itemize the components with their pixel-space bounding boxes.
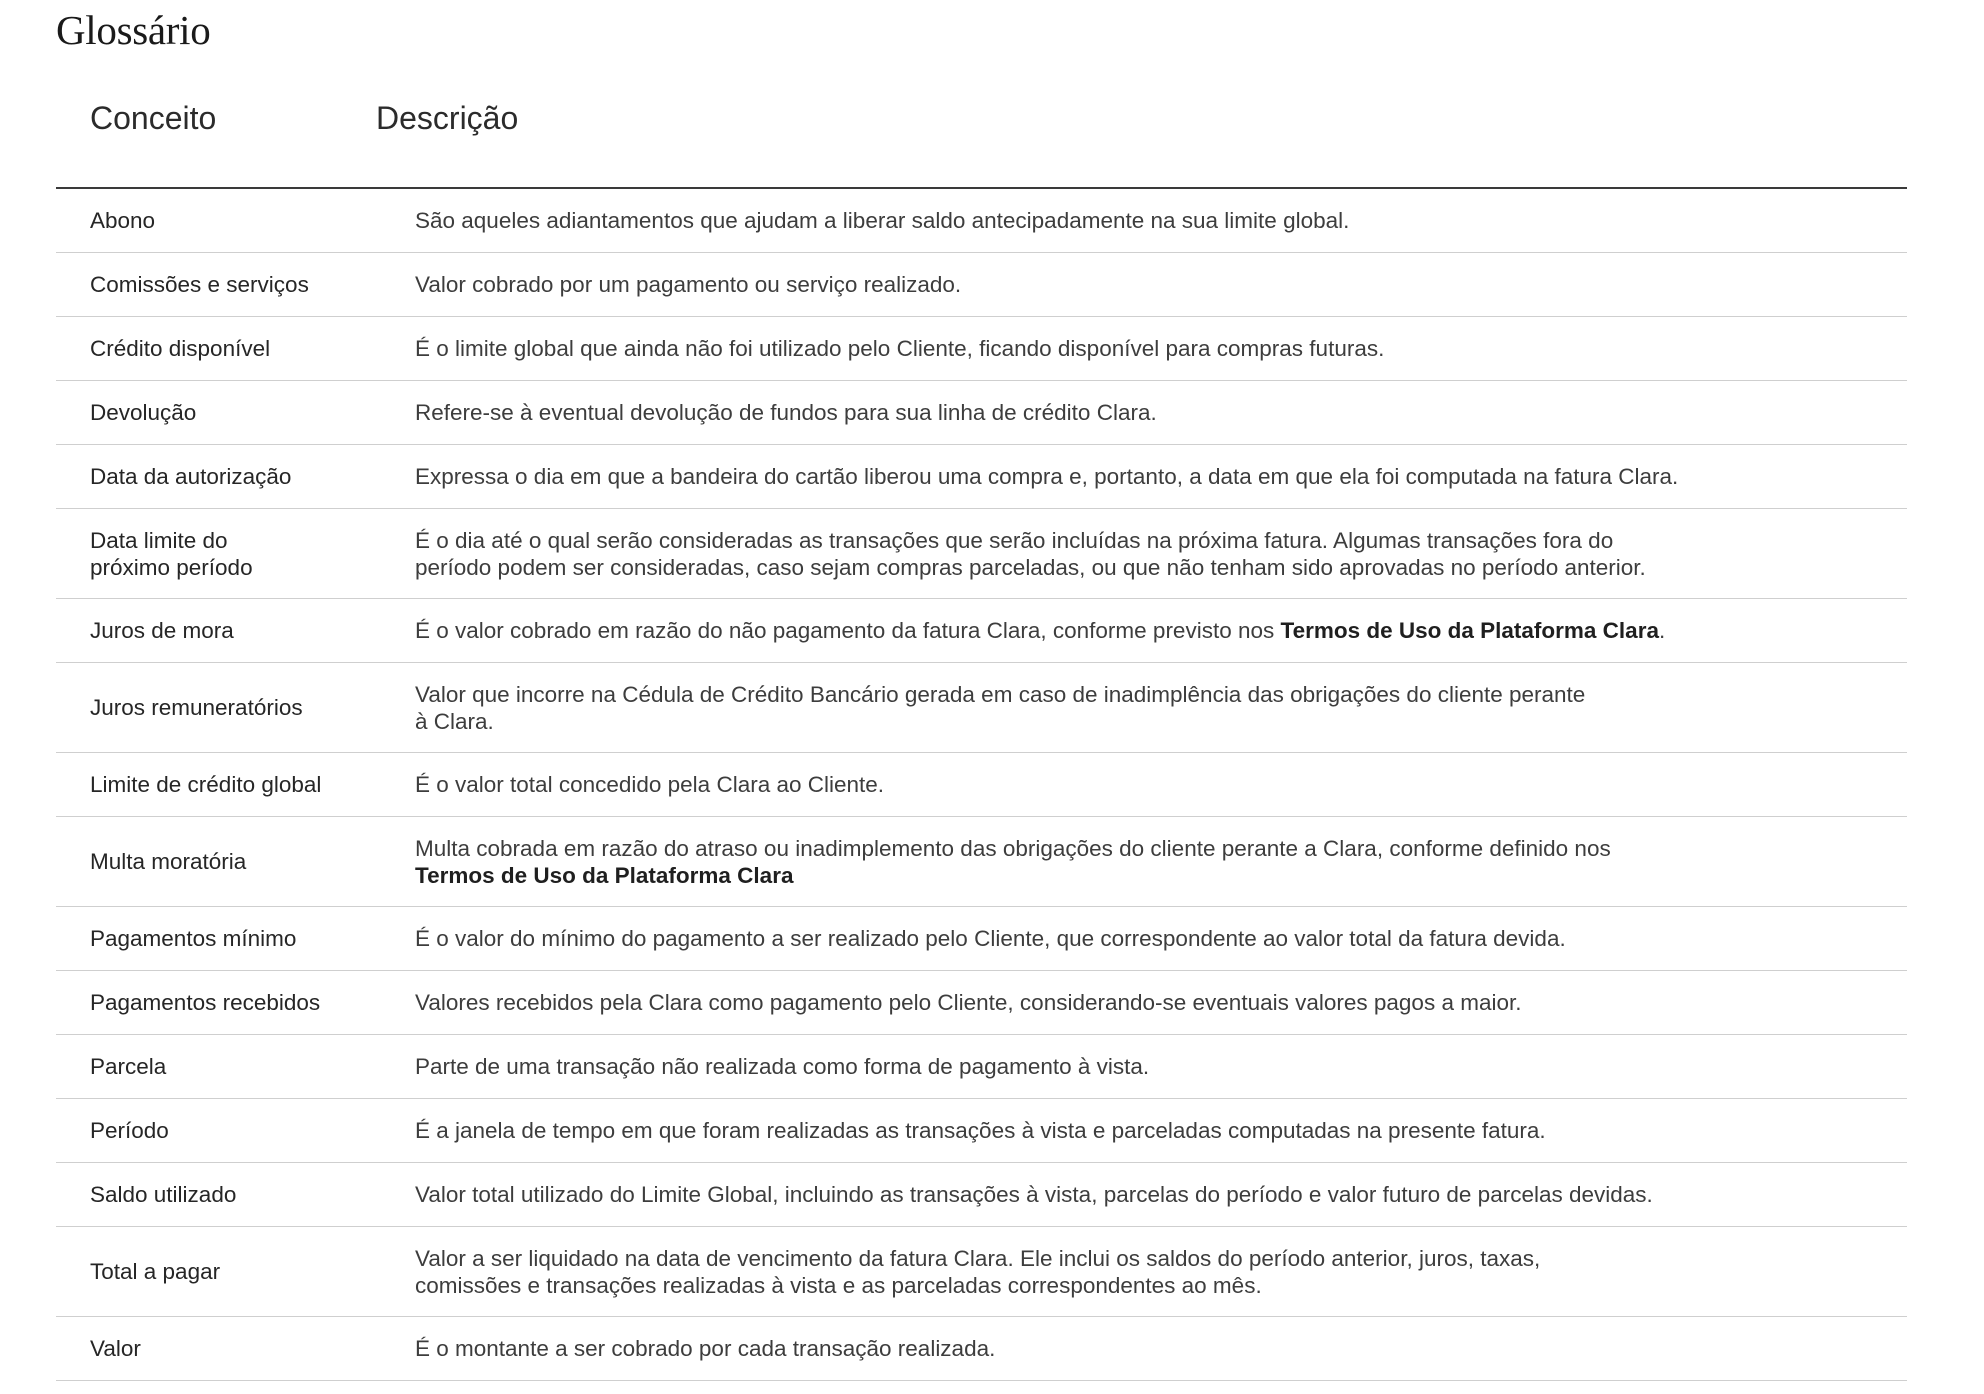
- description-text: Valor a ser liquidado na data de vencimento da fatura Clara. Ele inclui os saldos do período anterior, juros, taxas, comissões e transações realizadas à vista e as parceladas correspondentes ao mês.: [415, 1245, 1541, 1298]
- description-text: É a janela de tempo em que foram realizadas as transações à vista e parceladas computadas na presente fatura.: [415, 1118, 1546, 1143]
- glossary-description: [415, 1335, 1907, 1362]
- description-text: Refere-se à eventual devolução de fundos para sua linha de crédito Clara.: [415, 400, 1157, 425]
- glossary-term: Valor: [90, 1336, 141, 1361]
- glossary-term: Juros de mora: [90, 618, 234, 643]
- glossary-description: [415, 771, 1907, 798]
- table-row: [56, 445, 1907, 509]
- column-header-term: Conceito: [90, 100, 217, 136]
- table-row: [56, 1227, 1907, 1317]
- table-row: [56, 1035, 1907, 1099]
- table-row: [56, 599, 1907, 663]
- glossary-description: [415, 271, 1907, 298]
- table-row: [56, 1317, 1907, 1381]
- glossary-term: Limite de crédito global: [90, 772, 322, 797]
- column-header-description: Descrição: [376, 100, 519, 136]
- glossary-term: Abono: [90, 208, 156, 233]
- table-row: [56, 907, 1907, 971]
- table-row: [56, 189, 1907, 253]
- table-row: [56, 663, 1907, 753]
- page-title: Glossário: [56, 7, 211, 53]
- description-text: Multa cobrada em razão do atraso ou inadimplemento das obrigações do cliente perante a Clara, conforme definido nos: [415, 835, 1611, 861]
- glossary-description: [415, 1181, 1907, 1208]
- description-text: São aqueles adiantamentos que ajudam a liberar saldo antecipadamente na sua limite global.: [415, 208, 1350, 233]
- description-text: É o limite global que ainda não foi utilizado pelo Cliente, ficando disponível para compras futuras.: [415, 336, 1385, 361]
- table-header: [56, 84, 1907, 189]
- glossary-term: Crédito disponível: [90, 336, 271, 361]
- glossary-description: [415, 681, 1907, 735]
- table-row: [56, 509, 1907, 599]
- description-text: Valor que incorre na Cédula de Crédito Bancário gerada em caso de inadimplência das obrigações do cliente perante à Clara.: [415, 681, 1586, 734]
- table-row: [56, 971, 1907, 1035]
- table-row: [56, 1163, 1907, 1227]
- glossary-term: Saldo utilizado: [90, 1182, 237, 1207]
- table-row: [56, 753, 1907, 817]
- description-text: É o valor cobrado em razão do não pagamento da fatura Clara, conforme previsto nos: [415, 618, 1281, 643]
- description-text: É o valor total concedido pela Clara ao Cliente.: [415, 772, 885, 797]
- glossary-term: Juros remuneratórios: [90, 695, 303, 720]
- table-row: [56, 1099, 1907, 1163]
- glossary-description: [415, 335, 1907, 362]
- description-text: Parte de uma transação não realizada como forma de pagamento à vista.: [415, 1054, 1150, 1079]
- glossary-term: Parcela: [90, 1054, 167, 1079]
- glossary-term: Pagamentos mínimo: [90, 926, 297, 951]
- terms-of-use-reference: Termos de Uso da Plataforma Clara: [1280, 618, 1659, 643]
- terms-of-use-reference: Termos de Uso da Plataforma Clara: [415, 862, 794, 888]
- glossary-term: Devolução: [90, 400, 197, 425]
- table-row: [56, 253, 1907, 317]
- description-text: É o valor do mínimo do pagamento a ser realizado pelo Cliente, que correspondente ao valor total da fatura devida.: [415, 926, 1566, 951]
- glossary-term: Comissões e serviços: [90, 272, 309, 297]
- glossary-description: [415, 925, 1907, 952]
- glossary-description: [415, 207, 1907, 234]
- table-row: [56, 381, 1907, 445]
- glossary-term: Data limite do próximo período: [90, 527, 253, 580]
- glossary-description: [415, 835, 1907, 889]
- description-text: Expressa o dia em que a bandeira do cartão liberou uma compra e, portanto, a data em que ela foi computada na fatura Clara.: [415, 464, 1679, 489]
- glossary-description: [415, 617, 1907, 644]
- table-row: [56, 817, 1907, 907]
- glossary-term: Data da autorização: [90, 464, 292, 489]
- description-suffix: .: [1658, 618, 1666, 643]
- description-text: É o montante a ser cobrado por cada transação realizada.: [415, 1336, 996, 1361]
- glossary-description: [415, 1117, 1907, 1144]
- description-text: É o dia até o qual serão consideradas as transações que serão incluídas na próxima fatura. Algumas transações fora do período podem ser consideradas, caso sejam compras parceladas, ou que não tenham sido aprovadas no período anterior.: [415, 527, 1646, 580]
- description-text: Valor total utilizado do Limite Global, incluindo as transações à vista, parcelas do período e valor futuro de parcelas devidas.: [415, 1182, 1653, 1207]
- glossary-description: [415, 463, 1907, 490]
- glossary-term: Multa moratória: [90, 849, 247, 874]
- description-text: Valor cobrado por um pagamento ou serviço realizado.: [415, 272, 962, 297]
- glossary-description: [415, 1053, 1907, 1080]
- glossary-description: [415, 989, 1907, 1016]
- glossary-description: [415, 1245, 1907, 1299]
- glossary-description: [415, 527, 1907, 581]
- glossary-table: [56, 84, 1907, 1381]
- glossary-term: Total a pagar: [90, 1259, 221, 1284]
- glossary-term: Pagamentos recebidos: [90, 990, 321, 1015]
- glossary-term: Período: [90, 1118, 169, 1143]
- glossary-description: [415, 399, 1907, 426]
- table-row: [56, 317, 1907, 381]
- table-body: [56, 189, 1907, 1381]
- description-text: Valores recebidos pela Clara como pagamento pelo Cliente, considerando-se eventuais valores pagos a maior.: [415, 990, 1522, 1015]
